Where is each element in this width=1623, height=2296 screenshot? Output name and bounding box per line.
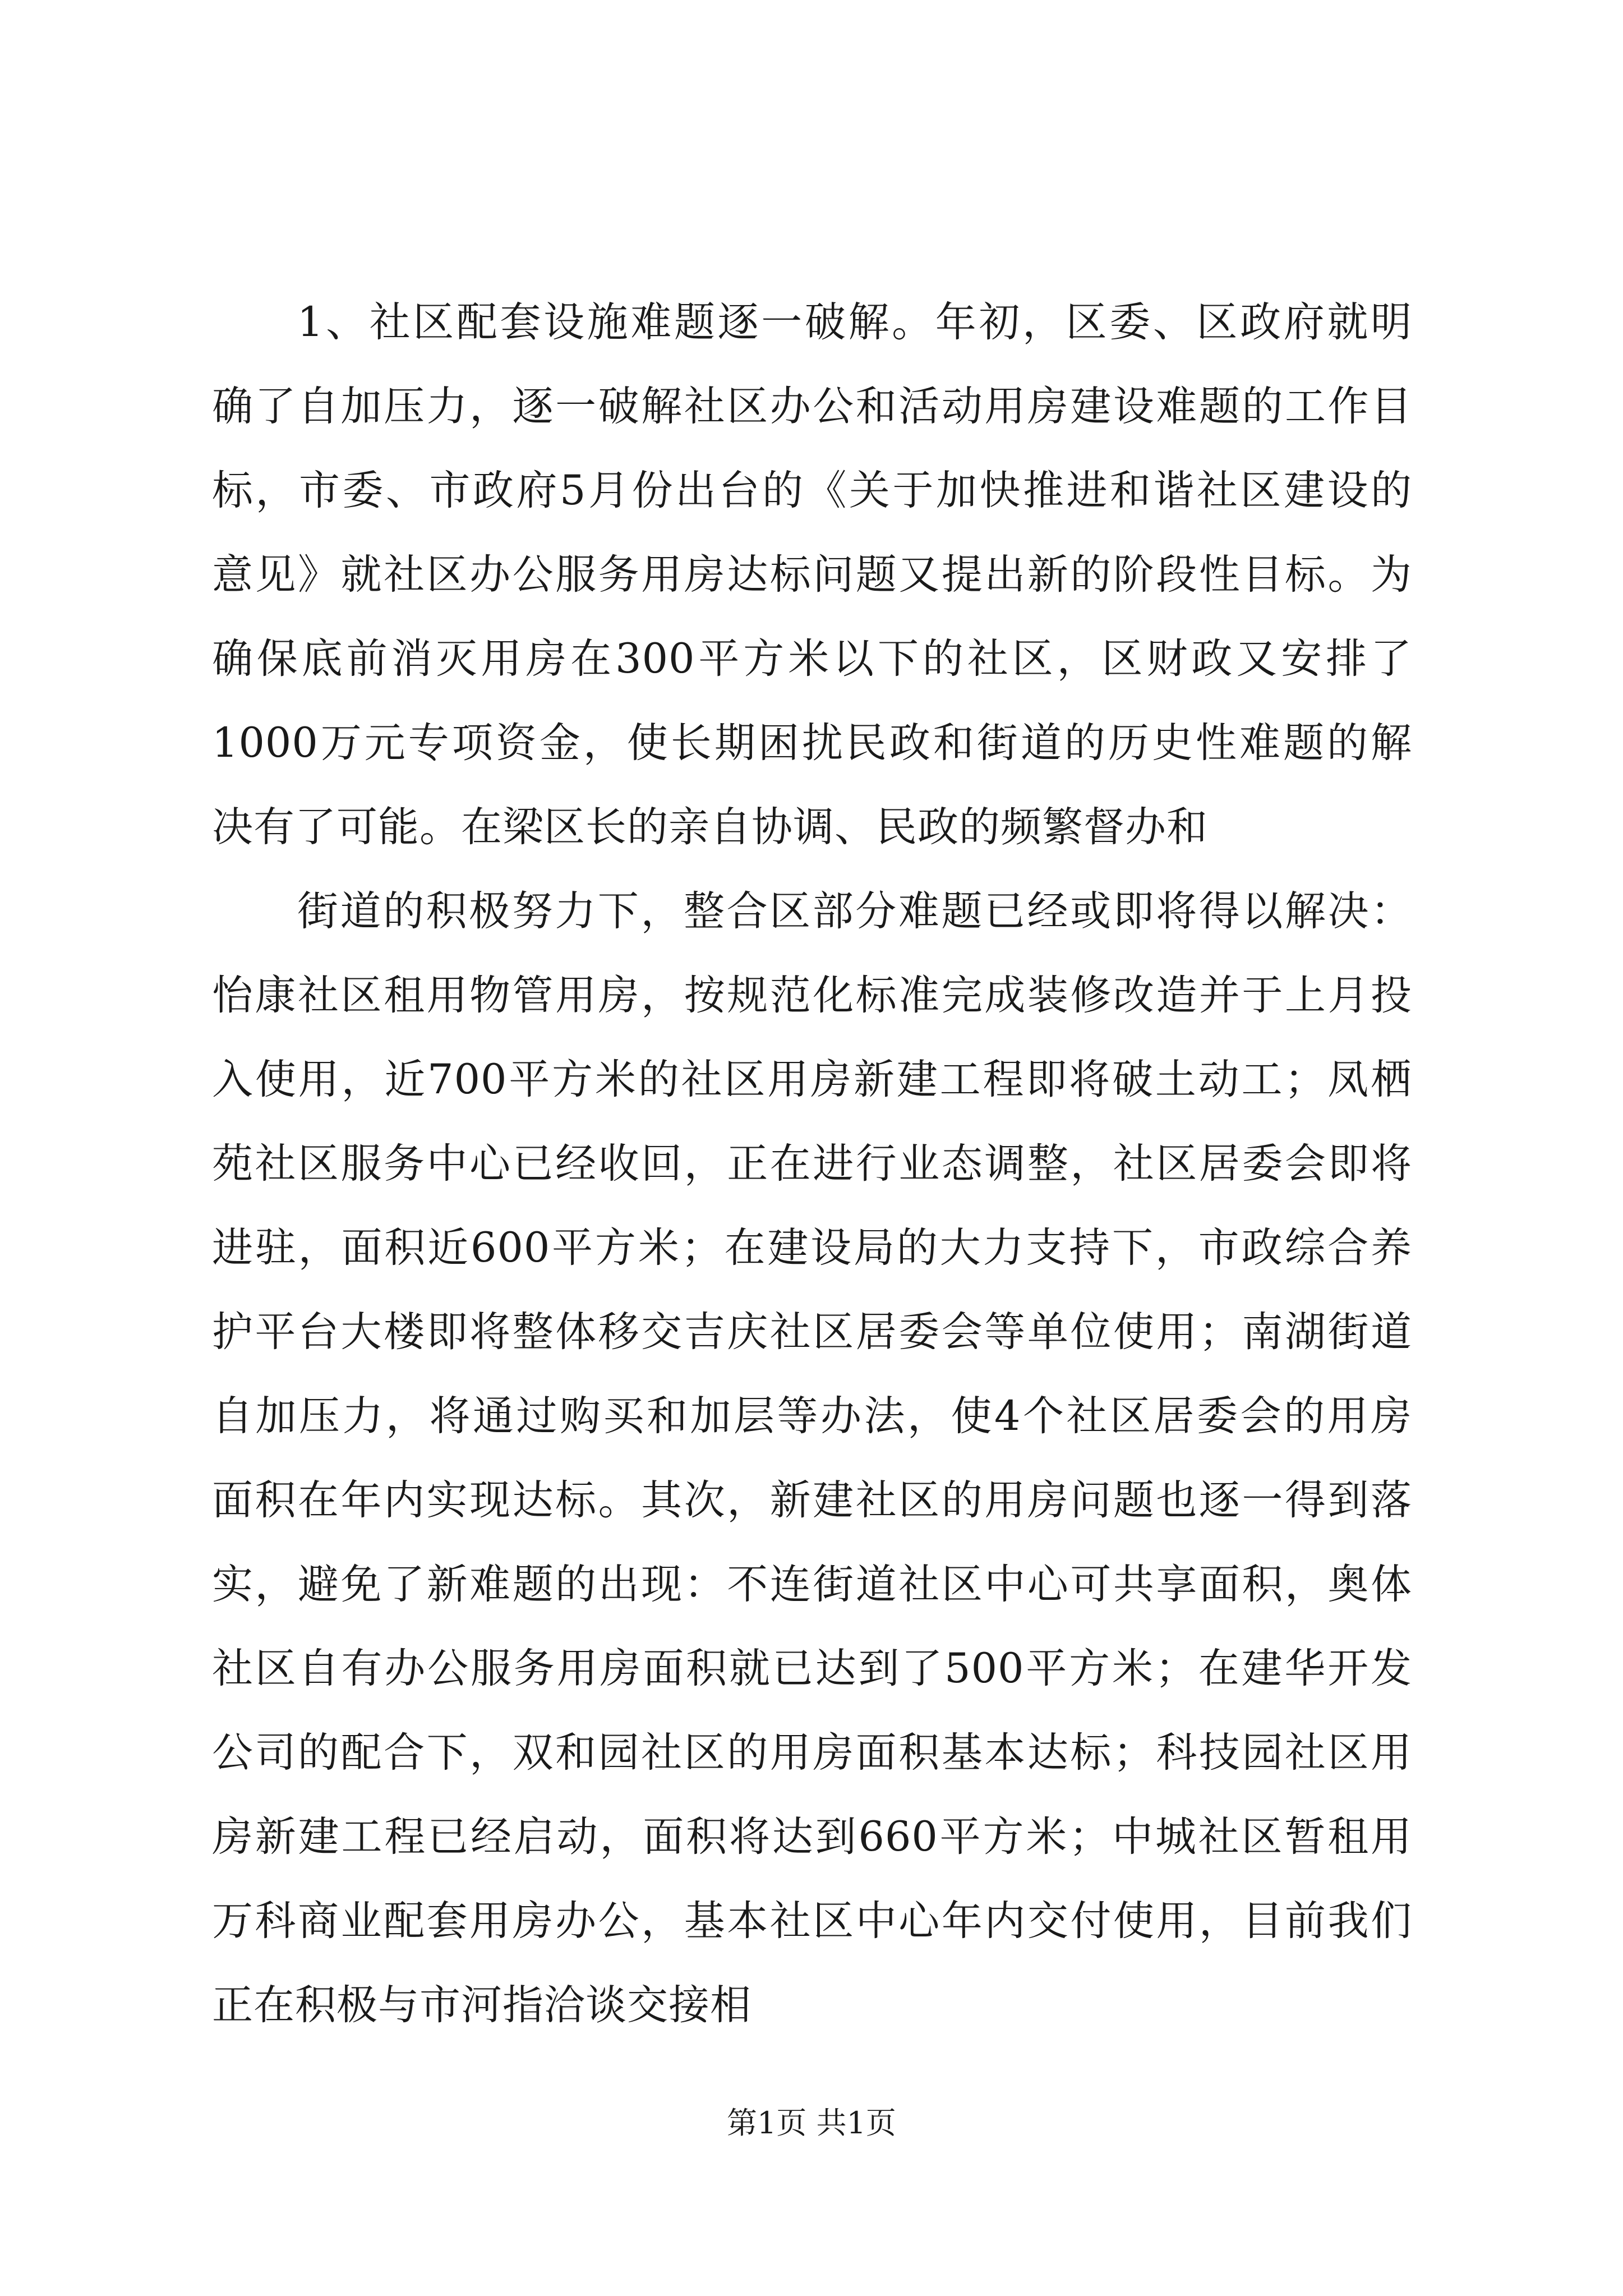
text-line: 万科商业配套用房办公，基本社区中心年内交付使用，目前我们	[212, 1897, 1412, 1945]
text-line: 意见》就社区办公服务用房达标问题又提出新的阶段性目标。为	[212, 551, 1412, 599]
text-line: 标，市委、市政府5月份出台的《关于加快推进和谐社区建设的	[212, 467, 1412, 514]
text-line: 1、社区配套设施难题逐一破解。年初，区委、区政府就明	[297, 298, 1412, 346]
text-line: 正在积极与市河指洽谈交接相	[212, 1981, 751, 2029]
text-line: 决有了可能。在梁区长的亲自协调、民政的频繁督办和	[212, 803, 1208, 851]
text-line: 护平台大楼即将整体移交吉庆社区居委会等单位使用；南湖街道	[212, 1308, 1412, 1356]
text-line: 街道的积极努力下，整合区部分难题已经或即将得以解决：	[297, 887, 1412, 935]
text-line: 房新建工程已经启动，面积将达到660平方米；中城社区暂租用	[212, 1813, 1412, 1861]
text-line: 怡康社区租用物管用房，按规范化标准完成装修改造并于上月投	[212, 972, 1412, 1019]
text-line: 公司的配合下，双和园社区的用房面积基本达标；科技园社区用	[212, 1729, 1412, 1777]
text-line: 确保底前消灭用房在300平方米以下的社区，区财政又安排了	[212, 635, 1412, 683]
text-line: 自加压力，将通过购买和加层等办法，使4个社区居委会的用房	[212, 1392, 1412, 1440]
text-line: 确了自加压力，逐一破解社区办公和活动用房建设难题的工作目	[212, 383, 1412, 430]
text-line: 面积在年内实现达标。其次，新建社区的用房问题也逐一得到落	[212, 1476, 1412, 1524]
text-line: 1000万元专项资金，使长期困扰民政和街道的历史性难题的解	[212, 719, 1412, 767]
text-line: 社区自有办公服务用房面积就已达到了500平方米；在建华开发	[212, 1645, 1412, 1692]
text-line: 入使用，近700平方米的社区用房新建工程即将破土动工；凤栖	[212, 1056, 1412, 1103]
text-line: 进驻，面积近600平方米；在建设局的大力支持下，市政综合养	[212, 1224, 1412, 1272]
text-line: 苑社区服务中心已经收回，正在进行业态调整，社区居委会即将	[212, 1140, 1412, 1188]
page-number-footer: 第1页 共1页	[727, 2105, 896, 2141]
text-line: 实，避免了新难题的出现：不连街道社区中心可共享面积，奥体	[212, 1561, 1412, 1608]
